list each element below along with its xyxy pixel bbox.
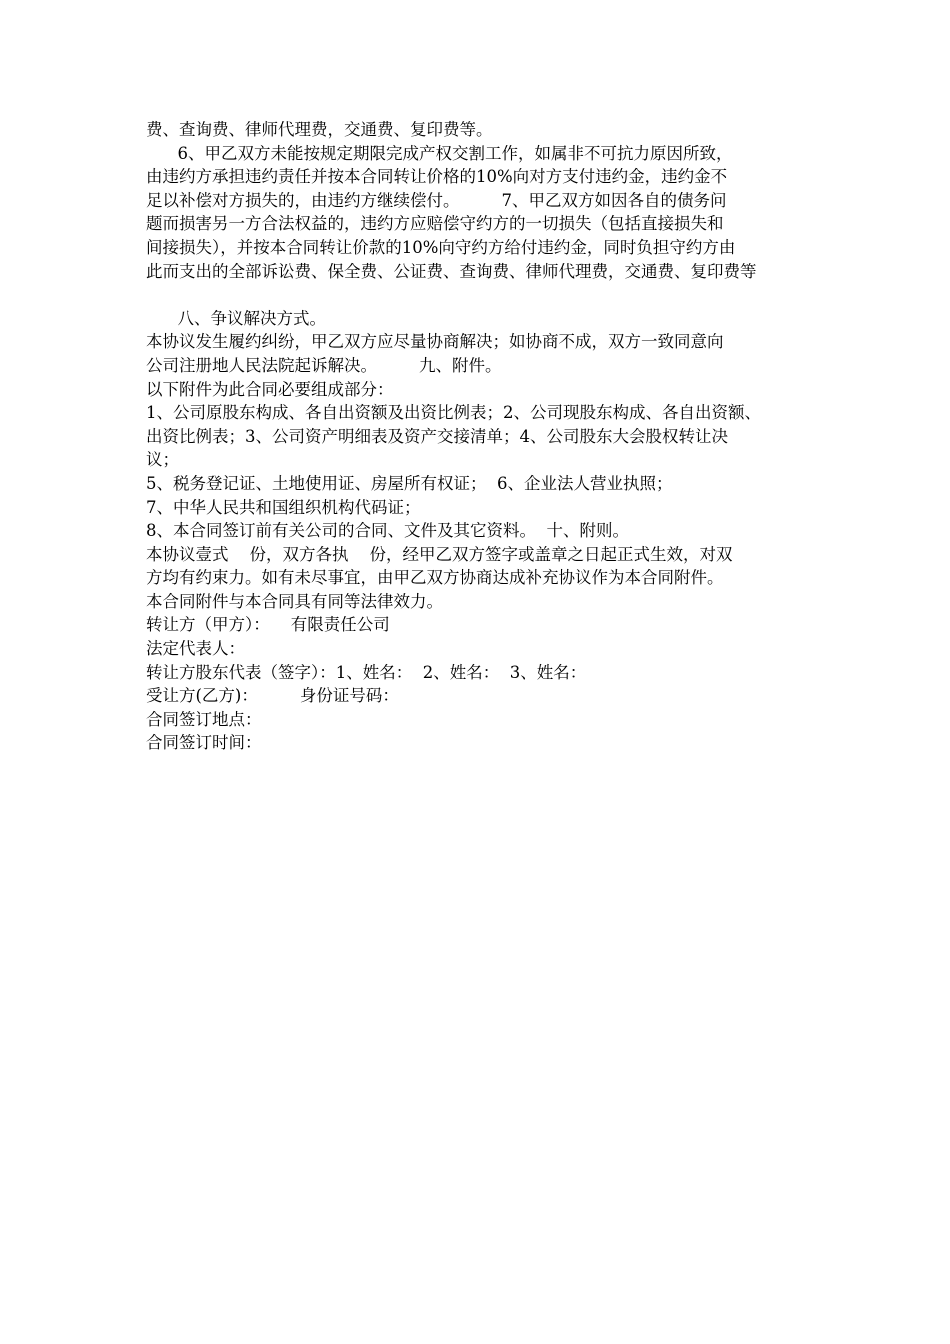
text-line: 此而支出的全部诉讼费、保全费、公证费、查询费、律师代理费，交通费、复印费等 [146,261,757,281]
text-line: 议； [146,450,179,470]
signing-place: 合同签订地点： [146,709,262,729]
text-line: 7、中华人民共和国组织机构代码证； [146,497,421,517]
text-line: 方均有约束力。如有未尽事宜，由甲乙双方协商达成补充协议作为本合同附件。 [146,568,724,588]
text-line: 本协议壹式 份，双方各执 份，经甲乙双方签字或盖章之日起正式生效，对双 [146,544,733,564]
text-line: 本合同附件与本合同具有同等法律效力。 [146,591,443,611]
text-line: 出资比例表；3、公司资产明细表及资产交接清单；4、公司股东大会股权转让决 [146,426,728,446]
signature-transferor: 转让方（甲方）： 有限责任公司 [146,615,390,635]
text-line: 5、税务登记证、土地使用证、房屋所有权证； 6、企业法人营业执照； [146,473,673,493]
signature-legal-rep: 法定代表人： [146,639,245,659]
text-line: 8、本合同签订前有关公司的合同、文件及其它资料。 十、附则。 [146,521,629,541]
text-line: 题而损害另一方合法权益的，违约方应赔偿守约方的一切损失（包括直接损失和 [146,214,724,234]
signature-shareholder-reps: 转让方股东代表（签字）：1、姓名： 2、姓名： 3、姓名： [146,662,587,682]
text-line: 本协议发生履约纠纷，甲乙双方应尽量协商解决；如协商不成，双方一致同意向 [146,332,724,352]
text-line: 以下附件为此合同必要组成部分： [146,379,394,399]
section-heading-dispute: 八、争议解决方式。 [146,308,326,328]
blank-line [146,283,826,307]
text-line: 费、查询费、律师代理费，交通费、复印费等。 [146,120,493,139]
text-line: 间接损失），并按本合同转让价款的10%向守约方给付违约金，同时负担守约方由 [146,237,736,257]
contract-text [146,118,826,755]
text-line: 足以补偿对方损失的，由违约方继续偿付。 7、甲乙双方如因各自的债务问 [146,190,727,210]
text-line: 6、甲乙双方未能按规定期限完成产权交割工作，如属非不可抗力原因所致， [146,143,733,163]
text-line: 公司注册地人民法院起诉解决。 九、附件。 [146,355,502,375]
signing-time: 合同签订时间： [146,733,262,753]
signature-transferee: 受让方(乙方)： 身份证号码： [146,686,399,706]
text-line: 由违约方承担违约责任并按本合同转让价格的10%向对方支付违约金，违约金不 [146,167,728,187]
text-line: 1、公司原股东构成、各自出资额及出资比例表；2、公司现股东构成、各自出资额、 [146,403,761,423]
